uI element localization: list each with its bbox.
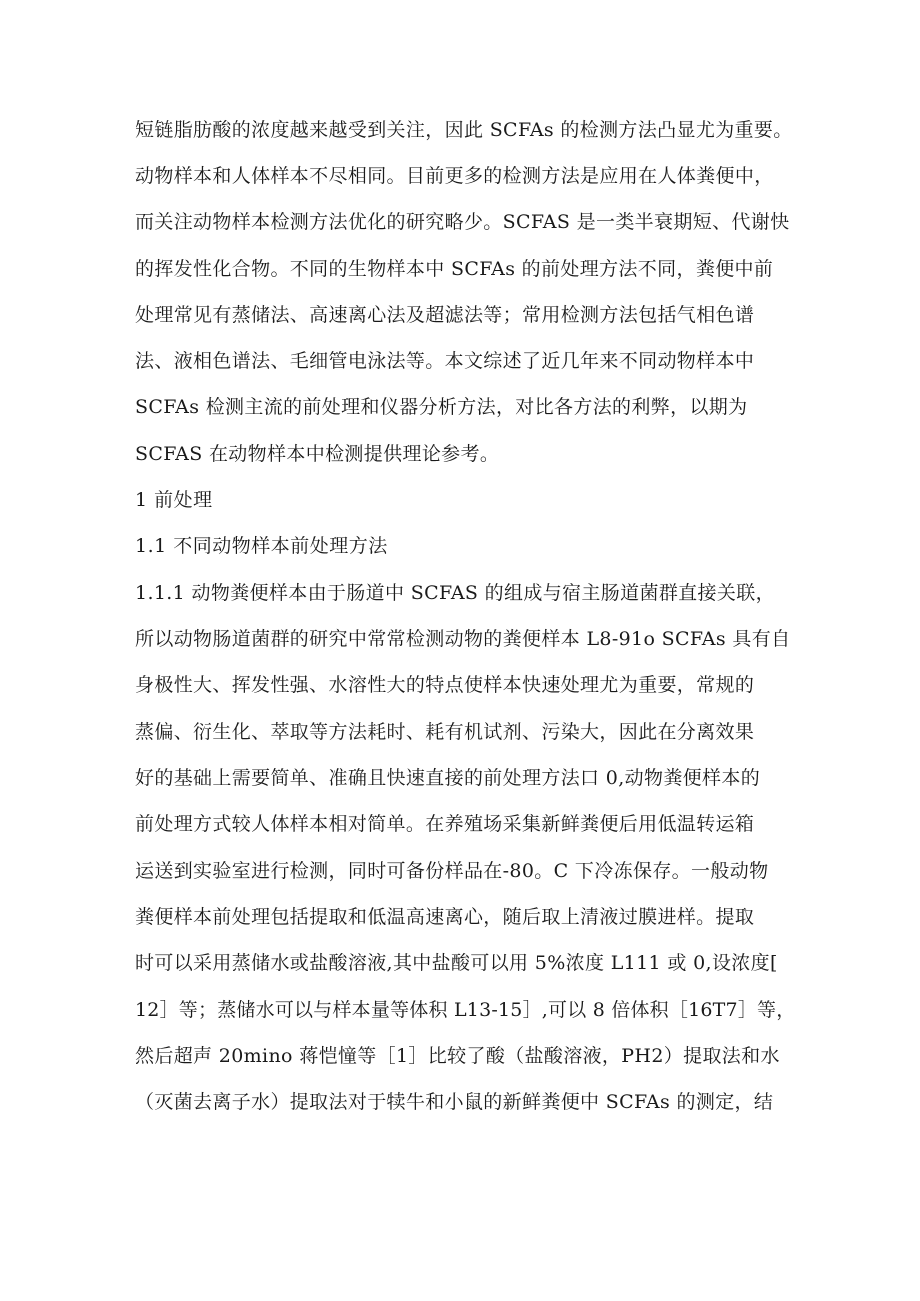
text-line: 而关注动物样本检测方法优化的研究略少。SCFAS 是一类半衰期短、代谢快 (135, 211, 790, 233)
text-line: 动物样本和人体样本不尽相同。目前更多的检测方法是应用在人体粪便中， (135, 165, 774, 187)
section-heading: 1 前处理 (135, 489, 213, 511)
text-line: 时可以采用蒸储水或盐酸溶液,其中盐酸可以用 5%浓度 L111 或 0,设浓度[ (135, 952, 778, 974)
text-line: 的挥发性化合物。不同的生物样本中 SCFAs 的前处理方法不同，粪便中前 (135, 258, 774, 280)
text-line: 前处理方式较人体样本相对简单。在养殖场采集新鲜粪便后用低温转运箱 (135, 813, 755, 835)
text-line: SCFAS 在动物样本中检测提供理论参考。 (135, 443, 500, 465)
text-line: 处理常见有蒸储法、高速离心法及超滤法等；常用检测方法包括气相色谱 (135, 304, 755, 326)
text-line: 法、液相色谱法、毛细管电泳法等。本文综述了近几年来不同动物样本中 (135, 350, 755, 372)
text-line: 运送到实验室进行检测，同时可备份样品在-80。C 下冷冻保存。一般动物 (135, 860, 769, 882)
text-line: 所以动物肠道菌群的研究中常常检测动物的粪便样本 L8-91o SCFAs 具有自 (135, 628, 791, 650)
subsection-heading: 1.1 不同动物样本前处理方法 (135, 535, 388, 557)
text-line: 1.1.1 动物粪便样本由于肠道中 SCFAS 的组成与宿主肠道菌群直接关联， (135, 582, 775, 604)
text-line: 短链脂肪酸的浓度越来越受到关注，因此 SCFAs 的检测方法凸显尤为重要。 (135, 119, 793, 141)
text-line: 12］等；蒸储水可以与样本量等体积 L13-15］,可以 8 倍体积［16T7］等， (135, 999, 796, 1021)
text-line: 好的基础上需要简单、准确且快速直接的前处理方法口 0,动物粪便样本的 (135, 767, 761, 789)
text-line: 身极性大、挥发性强、水溶性大的特点使样本快速处理尤为重要，常规的 (135, 674, 755, 696)
text-line: 蒸偏、衍生化、萃取等方法耗时、耗有机试剂、污染大，因此在分离效果 (135, 721, 755, 743)
text-line: 然后超声 20mino 蒋恺憧等［1］比较了酸（盐酸溶液，PH2）提取法和水 (135, 1045, 780, 1067)
text-line: 粪便样本前处理包括提取和低温高速离心，随后取上清液过膜进样。提取 (135, 906, 755, 928)
text-line: SCFAs 检测主流的前处理和仪器分析方法，对比各方法的利弊，以期为 (135, 396, 748, 418)
text-line: （灭菌去离子水）提取法对于犊牛和小鼠的新鲜粪便中 SCFAs 的测定，结 (135, 1091, 774, 1113)
